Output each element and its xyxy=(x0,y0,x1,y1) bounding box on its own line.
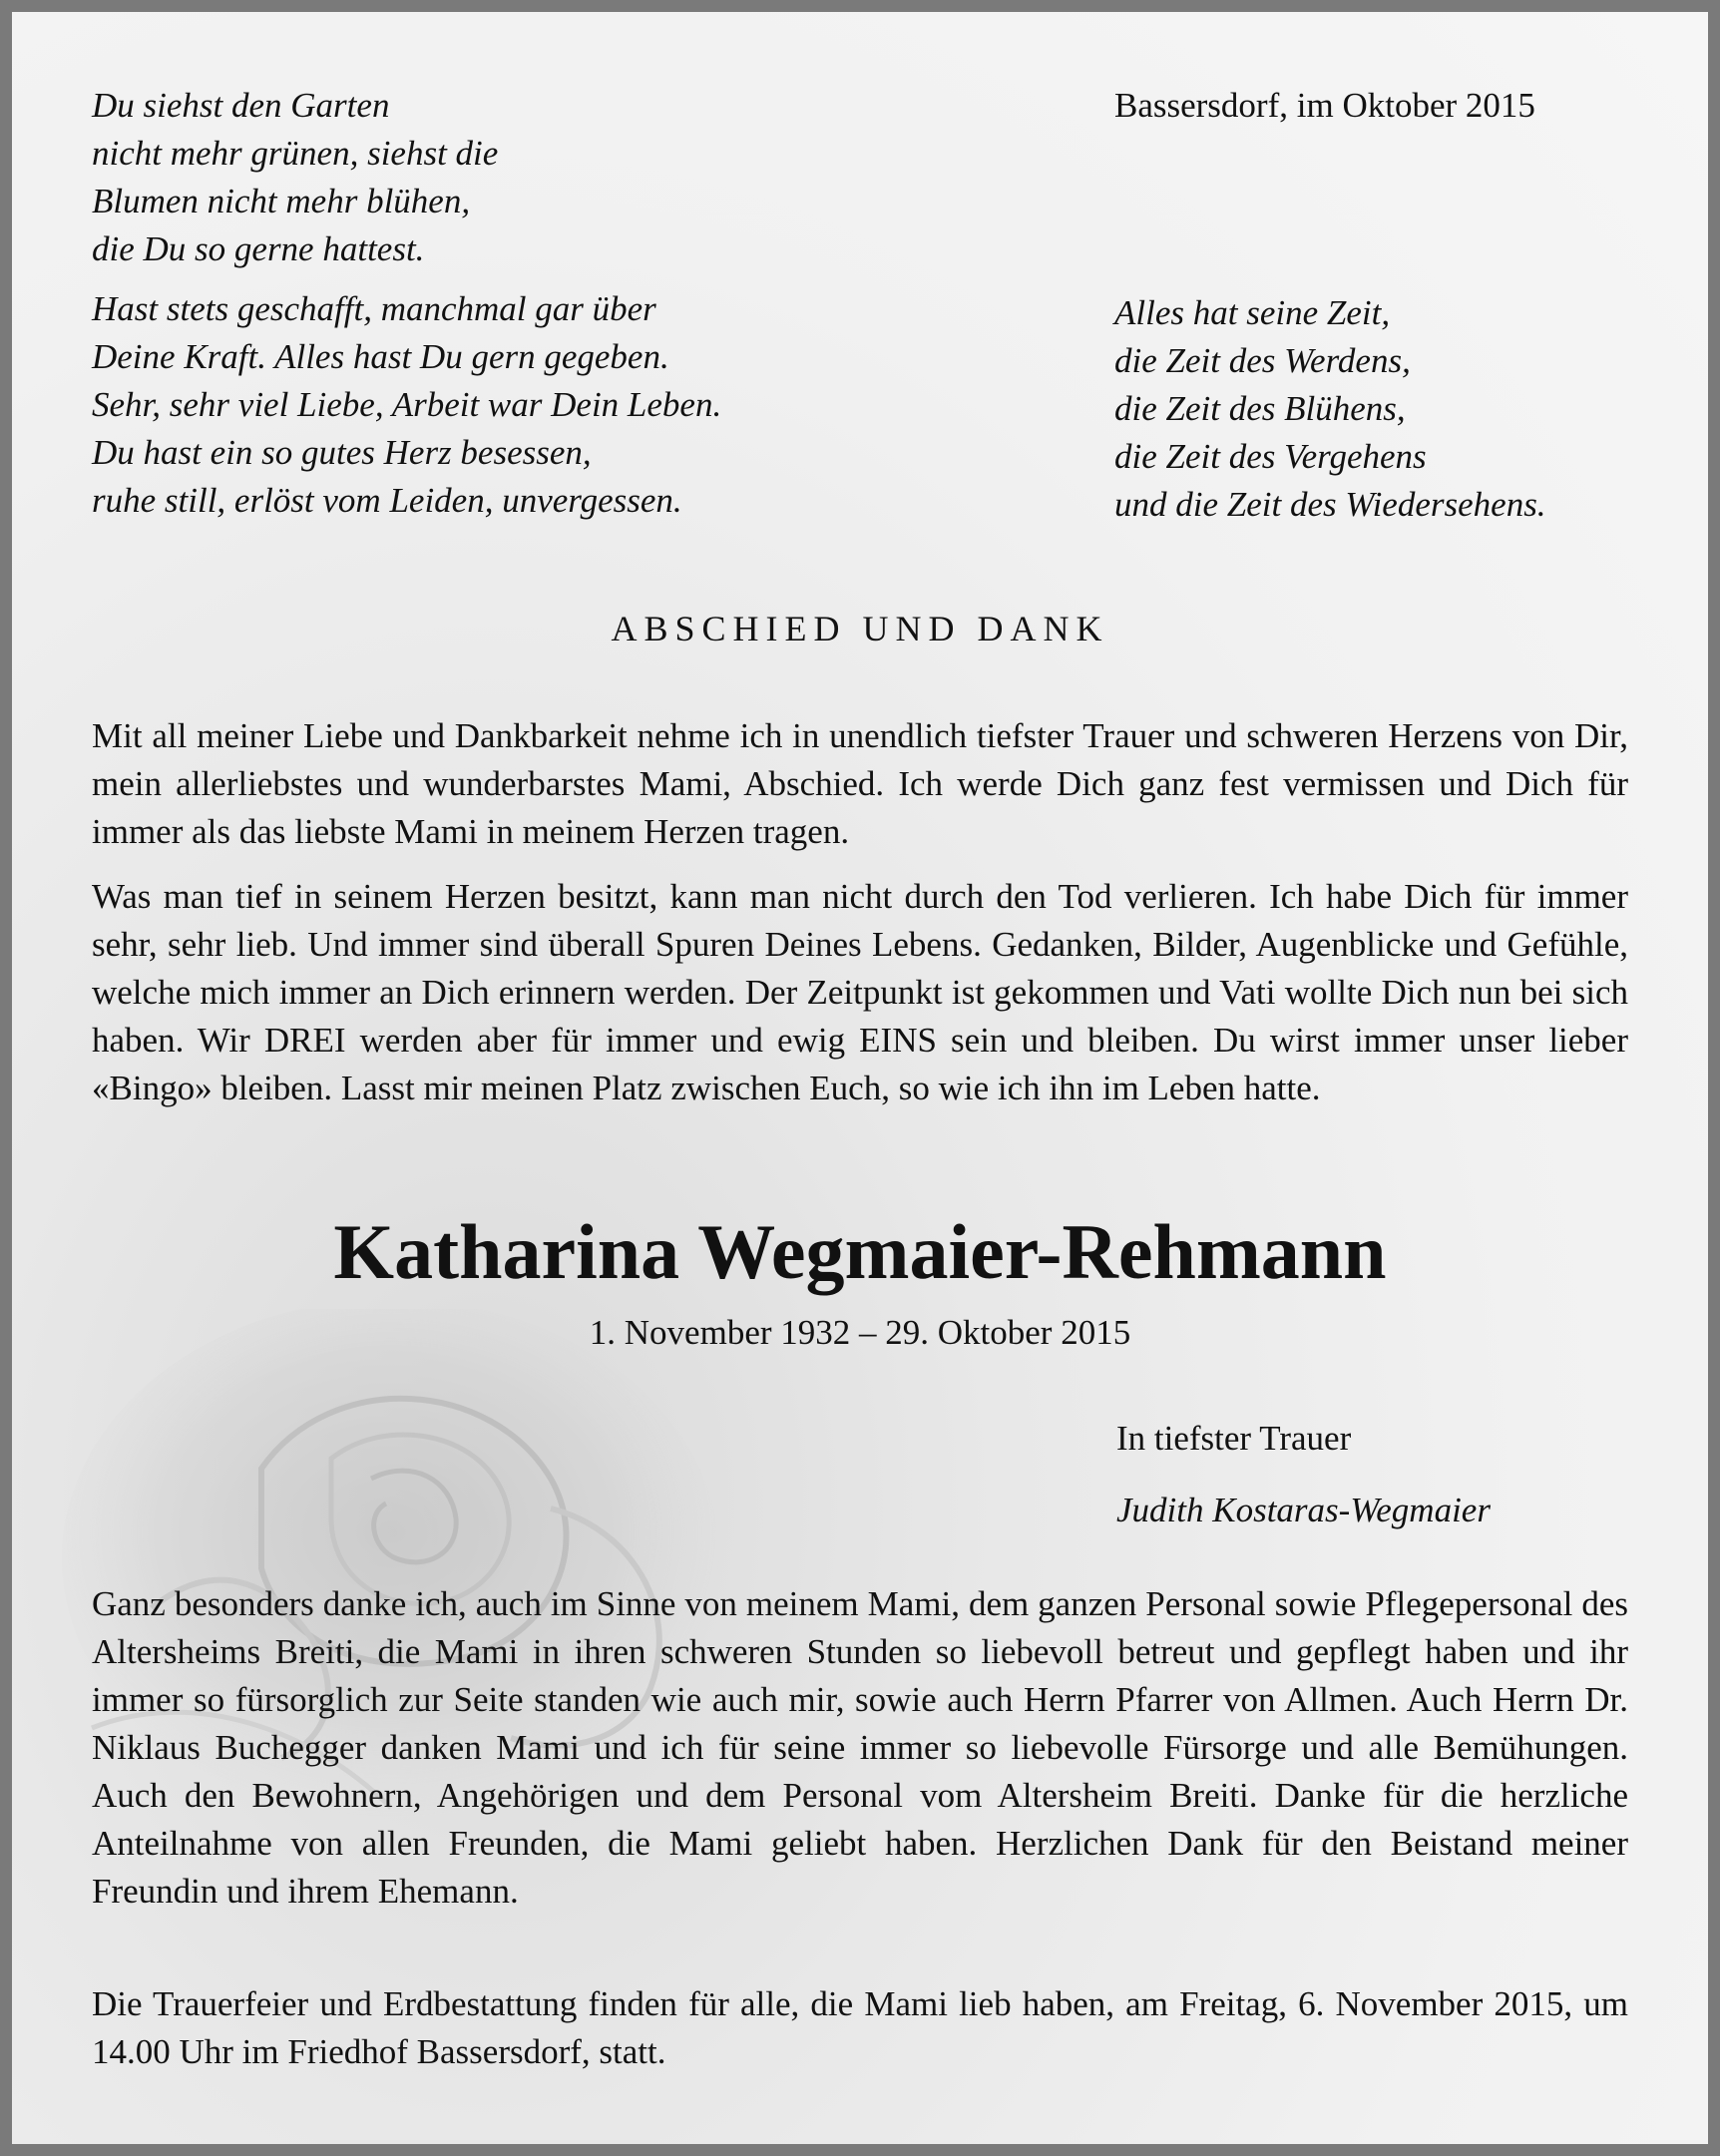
place-and-date: Bassersdorf, im Oktober 2015 xyxy=(1114,86,1535,125)
obituary-notice xyxy=(12,12,1708,2144)
poem-line: Du siehst den Garten xyxy=(92,86,390,125)
poem-left-stanza-1 xyxy=(92,82,1030,273)
section-heading: ABSCHIED UND DANK xyxy=(611,609,1109,648)
poem-left xyxy=(92,82,1030,525)
memory-paragraph: Was man tief in seinem Herzen besitzt, kann man nicht durch den Tod verlieren. Ich habe Dich für immer sehr, sehr lieb. Und immer sind überall Spuren Deines Lebens. Gedanken, Bilder, Augenblicke und Gefühle, welche mich immer an Dich erinnern werden. Der Zeitpunkt ist gekommen und Vati wollte Dich nun bei sich haben. Wir DREI werden aber für immer und ewig EINS sein und bleiben. Du wirst immer unser lieber «Bingo» bleiben. Lasst mir meinen Platz zwischen Euch, so wie ich ihn im Leben hatte. xyxy=(92,877,1628,1107)
poem-line: Alles hat seine Zeit, xyxy=(1114,293,1391,332)
deceased-name: Katharina Wegmaier-Rehmann xyxy=(333,1208,1387,1295)
poem-line: die Du so gerne hattest. xyxy=(92,229,425,268)
thanks-paragraph: Ganz besonders danke ich, auch im Sinne von meinem Mami, dem ganzen Personal sowie Pflegepersonal des Altersheims Breiti, die Mami in ihren schweren Stunden so liebevoll betreut und gepflegt haben und ihr immer so fürsorglich zur Seite standen wie auch mir, sowie auch Herrn Pfarrer von Allmen. Auch Herrn Dr. Niklaus Buchegger danken Mami und ich für seine immer so liebevolle Fürsorge und alle Bemühungen. Auch den Bewohnern, Angehörigen und dem Personal vom Altersheim Breiti. Danke für die herzliche Anteilnahme von allen Freunden, die Mami geliebt haben. Herzlichen Dank für den Beistand meiner Freundin und ihrem Ehemann. xyxy=(92,1584,1628,1911)
mourner-signature: Judith Kostaras-Wegmaier xyxy=(1116,1491,1491,1529)
poem-line: die Zeit des Werdens, xyxy=(1114,341,1411,380)
life-dates: 1. November 1932 – 29. Oktober 2015 xyxy=(589,1313,1131,1352)
poem-line: die Zeit des Vergehens xyxy=(1114,437,1427,476)
poem-right xyxy=(1114,289,1546,529)
poem-line: Blumen nicht mehr blühen, xyxy=(92,182,471,220)
poem-line: Deine Kraft. Alles hast Du gern gegeben. xyxy=(92,337,669,376)
poem-left-stanza-2 xyxy=(92,285,1030,525)
poem-line: Du hast ein so gutes Herz besessen, xyxy=(92,433,592,472)
poem-line: Hast stets geschafft, manchmal gar über xyxy=(92,289,656,328)
farewell-paragraph: Mit all meiner Liebe und Dankbarkeit nehme ich in unendlich tiefster Trauer und schweren Herzens von Dir, mein allerliebstes und wunderbarstes Mami, Abschied. Ich werde Dich ganz fest vermissen und Dich für immer als das liebste Mami in meinem Herzen tragen. xyxy=(92,716,1628,851)
mourning-label: In tiefster Trauer xyxy=(1116,1419,1352,1458)
funeral-info-paragraph: Die Trauerfeier und Erdbestattung finden für alle, die Mami lieb haben, am Freitag, 6. November 2015, um 14.00 Uhr im Friedhof Bassersdorf, statt. xyxy=(92,1984,1628,2071)
poem-line: die Zeit des Blühens, xyxy=(1114,389,1406,428)
poem-line: Sehr, sehr viel Liebe, Arbeit war Dein Leben. xyxy=(92,385,722,424)
poem-line: und die Zeit des Wiedersehens. xyxy=(1114,485,1546,524)
poem-line: ruhe still, erlöst vom Leiden, unvergessen. xyxy=(92,481,682,520)
poem-line: nicht mehr grünen, siehst die xyxy=(92,134,499,173)
